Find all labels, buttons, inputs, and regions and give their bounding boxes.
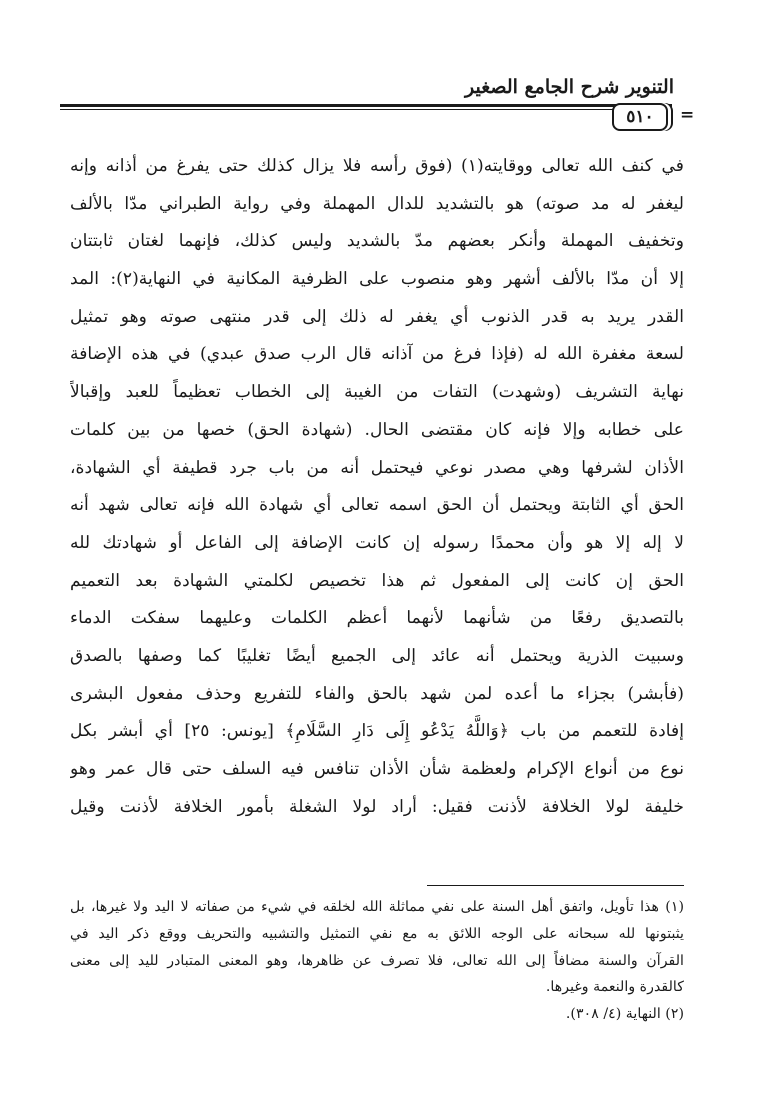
footnotes [70,894,684,1028]
footnote-line: (٢) النهاية (٤/ ٣٠٨). [565,1006,684,1023]
page-continuation-mark: = [680,105,695,125]
footnote-line: (١) هذا تأويل، واتفق أهل السنة على نفي مماثلة الله لخلقه في شيء من صفاته لا اليد ولا غيرها، بل [70,899,684,915]
text-line: الأذان لشرفها وهي مصدر نوعي فيحتمل أنه من باب جرد قطيفة أي الشهادة، [70,457,684,478]
main-text [70,148,684,826]
footnote-line: القرآن والسنة مضافاً إلى الله تعالى، فلا تصرف عن ظاهرها، وهو المعنى المتبادر لليد إلى معنى [70,952,684,969]
text-line: وسبيت الذرية ويحتمل أنه عائد إلى الجميع أيضًا تغليبًا كما وصفها بالصدق [70,645,684,666]
text-line: على خطابه وإلا فإنه كان مقتضى الحال. (شهادة الحق) خصها من بين كلمات [70,419,684,440]
footnote-separator [427,885,684,886]
header-rule-thick [60,104,672,107]
text-line: لا إله إلا هو وأن محمدًا رسوله إن كانت الإضافة إلى الفاعل أو شهادتك لله [70,532,684,553]
header-rule-thin [60,109,672,110]
text-line: لسعة مغفرة الله له (فإذا فرغ من آذانه قال الرب صدق عبدي) في هذه الإضافة [70,344,684,365]
footnote-line: يثبتونها لله سبحانه على الوجه اللائق به مع نفي التمثيل والتشبيه والتحريف ووقع ذكر اليد في [70,925,684,942]
text-line: نهاية التشريف (وشهدت) التفات من الغيبة إلى الخطاب تعظيماً للعبد وإقبالاً [70,382,684,403]
text-line: في كنف الله تعالى ووقايته(١) (فوق رأسه فلا يزال كذلك حتى يفرغ من أذانه وإنه [70,156,684,176]
text-line: ليغفر له مد صوته) هو بالتشديد للدال المهملة وفي رواية الطبراني مدّا بالألف [70,193,684,214]
page-number: ٥١٠ [612,103,668,131]
running-title: التنوير شرح الجامع الصغير [465,76,674,98]
text-line: إلا أن مدّا بالألف أشهر وهو منصوب على الظرفية المكانية في النهاية(٢): المد [70,269,684,290]
text-line: بالتصديق رفعًا من شأنهما لأنهما أعظم الكلمات وعليهما سفكت الدماء [70,608,684,629]
footnote-line: كالقدرة والنعمة وغيرها. [545,979,684,996]
text-line: الحق إن كانت إلى المفعول ثم هذا تخصيص لكلمتي الشهادة بعد التعميم [70,570,684,591]
text-line: القدر يريد به قدر الذنوب أي يغفر له ذلك إلى قدر منتهى صوته وهو تمثيل [70,306,684,327]
text-line: (فأبشر) بجزاء ما أعده لمن شهد بالحق والفاء للتفريع وحذف مفعول البشرى [70,683,684,704]
text-line: إفادة للتعمم من باب ﴿وَاللَّهُ يَدْعُو إِلَى دَارِ السَّلَامِ﴾ [يونس: ٢٥] أي أبشر بكل [70,721,684,742]
text-line: الحق أي الثابتة ويحتمل أن الحق اسمه تعالى أي شهادة الله فإنه تعالى شهد أنه [70,495,684,516]
text-line: نوع من أنواع الإكرام ولعظمة شأن الأذان تنافس فيه السلف حتى قال عمر وهو [70,759,684,779]
text-line: خليفة لولا الخلافة لأذنت فقيل: أراد لولا الشغلة بأمور الخلافة لأذنت وقيل [70,796,684,817]
text-line: وتخفيف المهملة وأنكر بعضهم مدّ بالشديد وليس كذلك، فإنهما لغتان ثابتتان [70,231,684,252]
